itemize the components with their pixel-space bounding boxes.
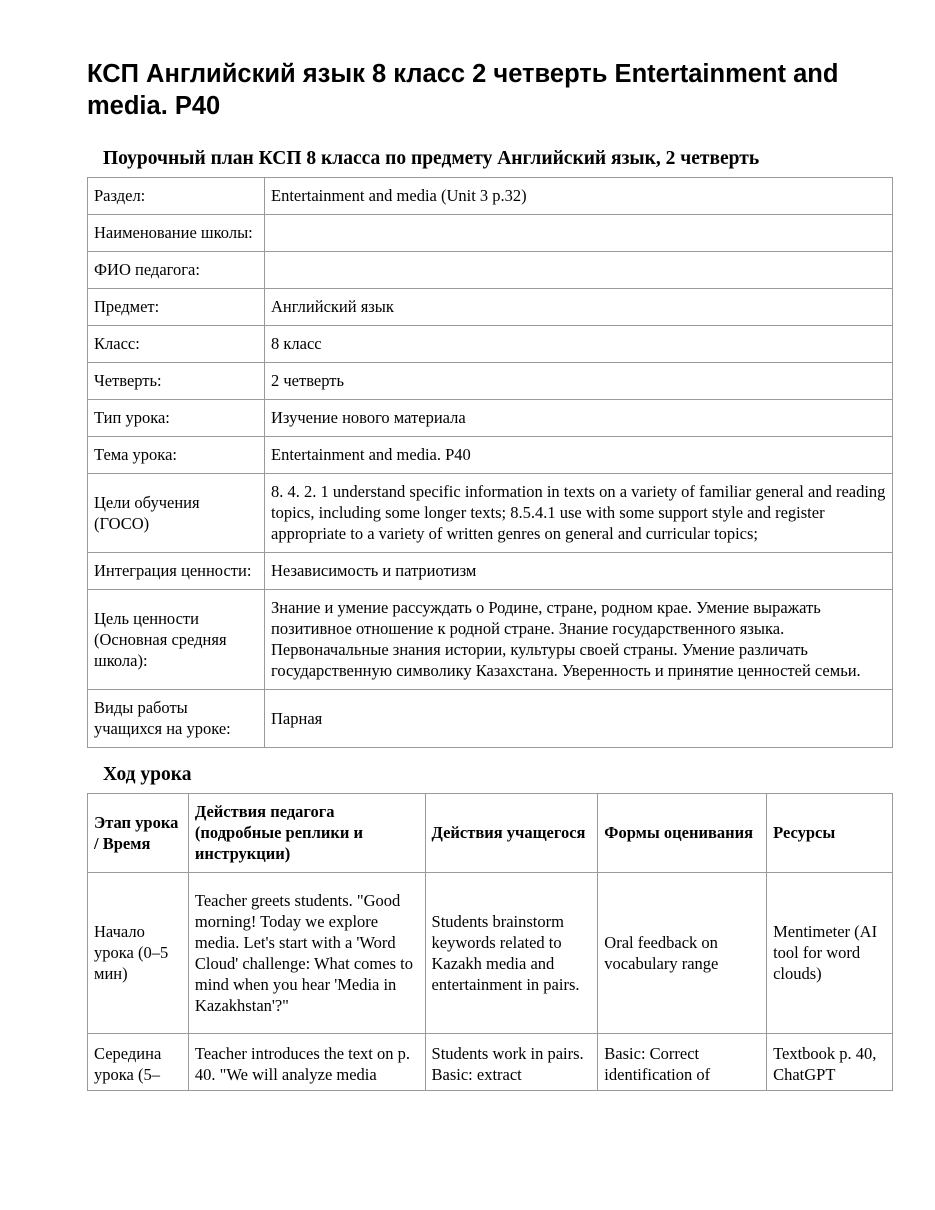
info-row xyxy=(88,474,893,553)
info-value: Знание и умение рассуждать о Родине, стране, родном крае. Умение выражать позитивное отношение к родной стране. Знание государственного языка. Первоначальные знания истории, культуры своей страны. Умение различать государственную символику Казахстана. Уверенность и принятие ценностей семьи. xyxy=(265,590,893,690)
info-label: Интеграция ценности: xyxy=(88,553,265,590)
stage-cell: Начало урока (0–5 мин) xyxy=(88,873,189,1034)
info-row xyxy=(88,400,893,437)
table-row xyxy=(88,1034,893,1091)
lesson-info-table xyxy=(87,177,893,748)
student-actions-cell: Students brainstorm keywords related to Kazakh media and entertainment in pairs. xyxy=(425,873,598,1034)
info-label: Цели обучения (ГОСО) xyxy=(88,474,265,553)
info-value: Entertainment and media. P40 xyxy=(265,437,893,474)
progress-heading: Ход урока xyxy=(103,764,192,785)
table-row xyxy=(88,873,893,1034)
header-stage: Этап урока / Время xyxy=(88,794,189,873)
info-label: Цель ценности (Основная средняя школа): xyxy=(88,590,265,690)
info-label: Наименование школы: xyxy=(88,215,265,252)
header-assessment: Формы оценивания xyxy=(598,794,767,873)
info-value xyxy=(265,215,893,252)
info-value: Парная xyxy=(265,690,893,748)
info-row xyxy=(88,326,893,363)
student-actions-cell xyxy=(425,1034,598,1091)
info-row xyxy=(88,590,893,690)
assessment-cell xyxy=(598,1034,767,1091)
teacher-actions-cell: Teacher greets students. "Good morning! Today we explore media. Let's start with a 'Word Cloud' challenge: What comes to mind when you hear 'Media in Kazakhstan'?" xyxy=(188,873,425,1034)
teacher-actions-cell xyxy=(188,1034,425,1091)
info-label: Класс: xyxy=(88,326,265,363)
cell-text: Basic: Correct identification of xyxy=(604,1043,711,1084)
info-value: Изучение нового материала xyxy=(265,400,893,437)
stage-cell xyxy=(88,1034,189,1091)
info-value: 8 класс xyxy=(265,326,893,363)
info-row xyxy=(88,553,893,590)
page-title: КСП Английский язык 8 класс 2 четверть Entertainment and media. P40 xyxy=(87,60,839,120)
info-label: Раздел: xyxy=(88,178,265,215)
resources-cell xyxy=(767,1034,893,1091)
lesson-progress-table xyxy=(87,793,893,1091)
document-body xyxy=(87,58,893,1091)
info-row xyxy=(88,437,893,474)
header-resources: Ресурсы xyxy=(767,794,893,873)
lesson-table-header-row xyxy=(88,794,893,873)
info-row xyxy=(88,690,893,748)
info-label: ФИО педагога: xyxy=(88,252,265,289)
info-value: Английский язык xyxy=(265,289,893,326)
info-row xyxy=(88,363,893,400)
info-value: Entertainment and media (Unit 3 p.32) xyxy=(265,178,893,215)
resources-cell: Mentimeter (AI tool for word clouds) xyxy=(767,873,893,1034)
info-label: Тема урока: xyxy=(88,437,265,474)
info-row xyxy=(88,252,893,289)
cell-text: Students work in pairs. Basic: extract xyxy=(431,1043,584,1084)
info-value xyxy=(265,252,893,289)
info-row xyxy=(88,178,893,215)
cell-text: Середина урока (5– xyxy=(94,1043,162,1084)
info-row xyxy=(88,215,893,252)
info-row xyxy=(88,289,893,326)
info-label: Виды работы учащихся на уроке: xyxy=(88,690,265,748)
info-label: Предмет: xyxy=(88,289,265,326)
info-value: 8. 4. 2. 1 understand specific information in texts on a variety of familiar general and reading topics, including some longer texts; 8.5.4.1 use with some support style and register appropriate to a variety of written genres on general and curricular topics; xyxy=(265,474,893,553)
plan-heading: Поурочный план КСП 8 класса по предмету Английский язык, 2 четверть xyxy=(103,148,760,169)
header-teacher-actions: Действия педагога (подробные реплики и инструкции) xyxy=(188,794,425,873)
info-value: 2 четверть xyxy=(265,363,893,400)
info-label: Тип урока: xyxy=(88,400,265,437)
cell-text: Teacher introduces the text on p. 40. "We will analyze media xyxy=(194,1043,411,1084)
info-label: Четверть: xyxy=(88,363,265,400)
assessment-cell: Oral feedback on vocabulary range xyxy=(598,873,767,1034)
cell-text: Textbook p. 40, ChatGPT xyxy=(773,1043,877,1084)
info-value: Независимость и патриотизм xyxy=(265,553,893,590)
header-student-actions: Действия учащегося xyxy=(425,794,598,873)
